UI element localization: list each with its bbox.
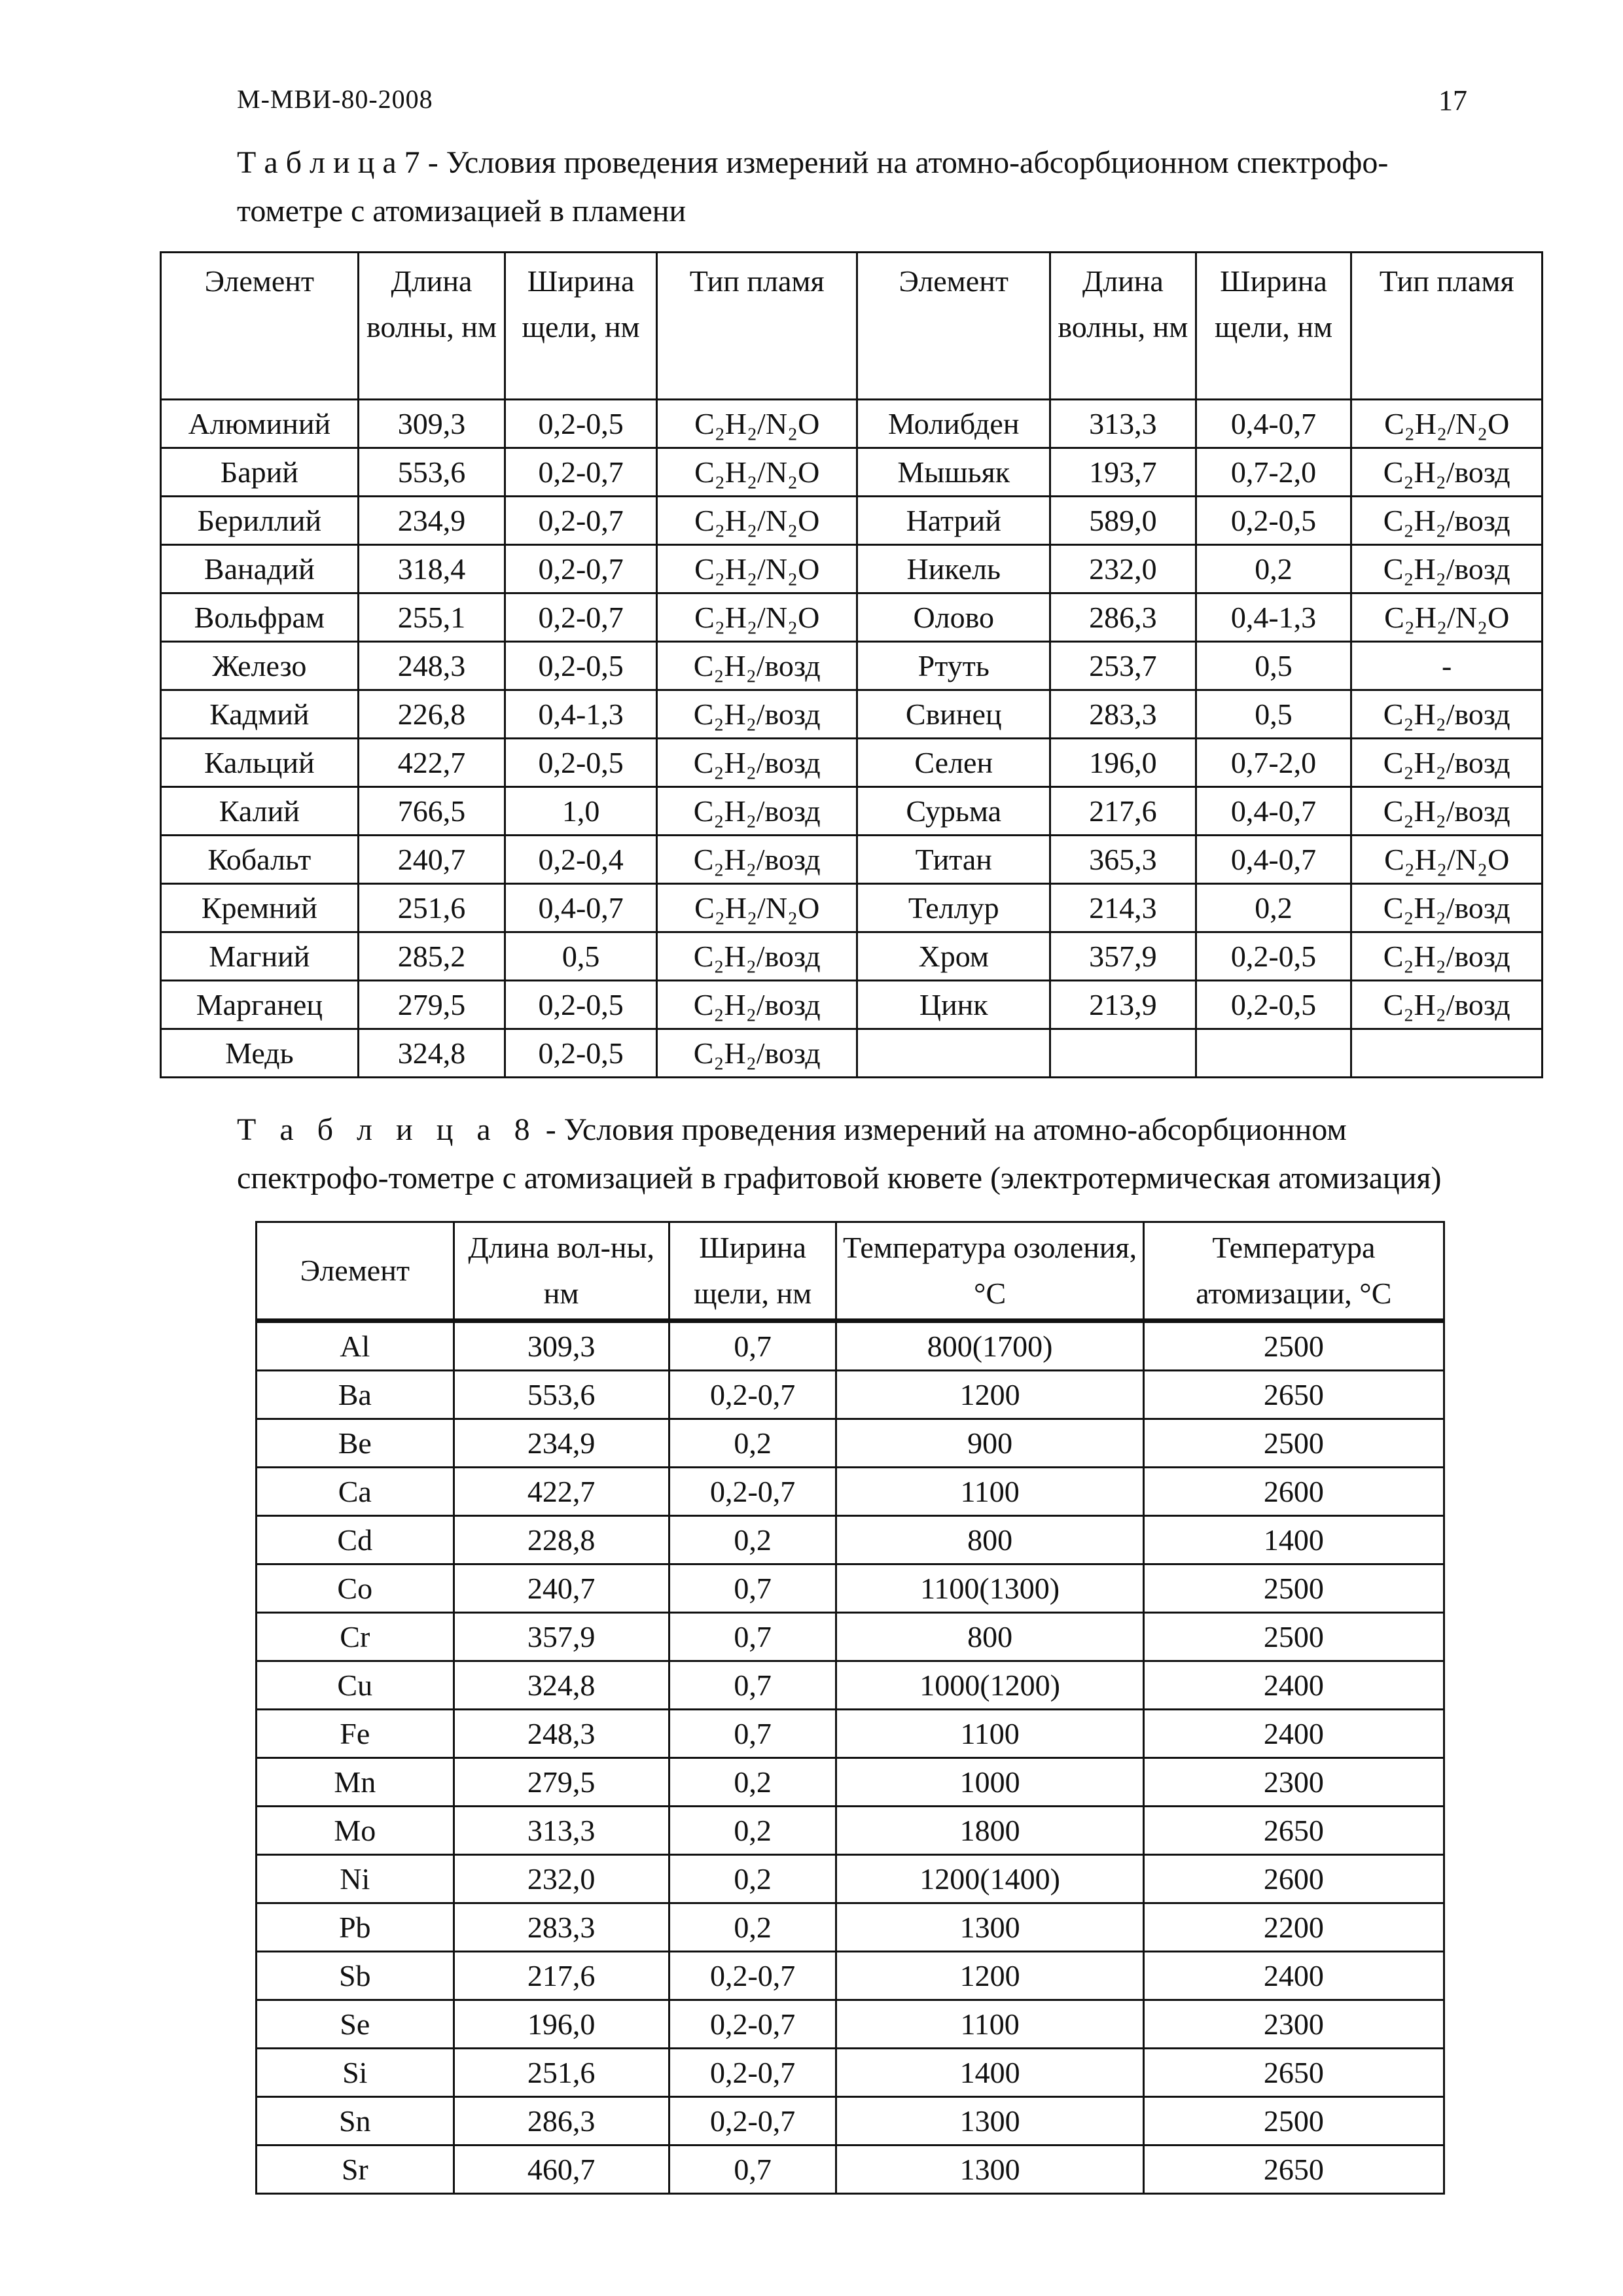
table-cell: 0,5 xyxy=(1196,690,1351,739)
table-cell: 253,7 xyxy=(1050,642,1196,690)
table-cell: 0,7 xyxy=(669,1710,836,1758)
table-cell: Титан xyxy=(857,836,1050,884)
document-code: М-МВИ-80-2008 xyxy=(237,84,433,114)
table-cell: Мышьяк xyxy=(857,448,1050,497)
table-cell: 1200(1400) xyxy=(836,1855,1143,1903)
table-row xyxy=(257,1710,1444,1758)
table-cell: Магний xyxy=(161,932,359,981)
table-cell: C₂H₂/возд xyxy=(656,1029,857,1078)
table-cell: 0,2-0,7 xyxy=(505,448,657,497)
table-cell: 232,0 xyxy=(1050,545,1196,593)
table-cell: Ba xyxy=(257,1371,454,1419)
table-cell: 1000 xyxy=(836,1758,1143,1807)
table-cell: C₂H₂/N₂O xyxy=(1351,836,1543,884)
table-cell: 800 xyxy=(836,1613,1143,1661)
table-row xyxy=(161,545,1543,593)
table-row xyxy=(257,1758,1444,1807)
table7-column-header: Ширина щели, нм xyxy=(505,253,657,400)
table-cell: Марганец xyxy=(161,981,359,1029)
table-cell: 228,8 xyxy=(454,1516,669,1564)
table7-caption-text: - Условия проведения измерений на атомно-абсорбционном спектрофо-тометре с атомизацией в пламени xyxy=(237,145,1389,228)
table7-column-header: Элемент xyxy=(857,253,1050,400)
table-cell: 1100 xyxy=(836,1468,1143,1516)
table-cell: Олово xyxy=(857,593,1050,642)
table-row xyxy=(257,2146,1444,2194)
table-cell: C₂H₂/N₂O xyxy=(656,593,857,642)
table-cell: 0,2-0,5 xyxy=(505,400,657,448)
table-cell: 0,7 xyxy=(669,1661,836,1710)
table-cell: Барий xyxy=(161,448,359,497)
table-cell: 213,9 xyxy=(1050,981,1196,1029)
table-cell: Se xyxy=(257,2000,454,2049)
table8-header-row xyxy=(257,1222,1444,1321)
table-cell: 0,2 xyxy=(669,1807,836,1855)
table-cell xyxy=(1050,1029,1196,1078)
table-cell: Pb xyxy=(257,1903,454,1952)
table-cell: Sn xyxy=(257,2097,454,2146)
table-row xyxy=(161,981,1543,1029)
table-row xyxy=(257,1903,1444,1952)
table-cell: 2300 xyxy=(1143,1758,1444,1807)
table-row xyxy=(257,1613,1444,1661)
table-cell: 2500 xyxy=(1143,1613,1444,1661)
table-cell: 318,4 xyxy=(358,545,505,593)
table-cell: 217,6 xyxy=(454,1952,669,2000)
table-cell: Ртуть xyxy=(857,642,1050,690)
table-cell: 2400 xyxy=(1143,1661,1444,1710)
table-cell: C₂H₂/N₂O xyxy=(656,884,857,932)
table-cell: 553,6 xyxy=(358,448,505,497)
table-cell: 193,7 xyxy=(1050,448,1196,497)
table-row xyxy=(161,448,1543,497)
table-row xyxy=(257,2000,1444,2049)
table-cell: 0,4-0,7 xyxy=(1196,836,1351,884)
table-cell: Al xyxy=(257,1321,454,1371)
table7-caption xyxy=(237,139,1480,236)
table-cell: 0,7 xyxy=(669,2146,836,2194)
table-cell: Кобальт xyxy=(161,836,359,884)
table-cell: C₂H₂/N₂O xyxy=(656,400,857,448)
table-cell: Железо xyxy=(161,642,359,690)
table-cell: 0,2-0,7 xyxy=(505,497,657,545)
table-cell: 1300 xyxy=(836,2097,1143,2146)
table-cell: 1400 xyxy=(836,2049,1143,2097)
table-cell: 2650 xyxy=(1143,2146,1444,2194)
table-cell: Сурьма xyxy=(857,787,1050,836)
table-row xyxy=(161,642,1543,690)
table-cell: Si xyxy=(257,2049,454,2097)
table-cell: 1,0 xyxy=(505,787,657,836)
table-row xyxy=(257,1661,1444,1710)
table-cell: 0,2-0,4 xyxy=(505,836,657,884)
table-cell: 196,0 xyxy=(454,2000,669,2049)
table-cell: 285,2 xyxy=(358,932,505,981)
table8-body xyxy=(257,1321,1444,2194)
table-cell xyxy=(1351,1029,1543,1078)
table-cell: 0,2 xyxy=(669,1903,836,1952)
table-row xyxy=(257,1321,1444,1371)
table-cell: Никель xyxy=(857,545,1050,593)
table-cell: C₂H₂/возд xyxy=(1351,981,1543,1029)
table-cell: 240,7 xyxy=(358,836,505,884)
table-cell: 0,5 xyxy=(1196,642,1351,690)
table-cell: 2600 xyxy=(1143,1855,1444,1903)
table-cell: 2600 xyxy=(1143,1468,1444,1516)
table-cell: 248,3 xyxy=(454,1710,669,1758)
table-row xyxy=(257,2049,1444,2097)
table-row xyxy=(257,1419,1444,1468)
table-cell: C₂H₂/возд xyxy=(1351,545,1543,593)
table-cell: - xyxy=(1351,642,1543,690)
table-cell: C₂H₂/возд xyxy=(656,787,857,836)
table-cell: 234,9 xyxy=(358,497,505,545)
table-cell: 2400 xyxy=(1143,1710,1444,1758)
table8 xyxy=(255,1221,1445,2195)
table-cell: 251,6 xyxy=(454,2049,669,2097)
table-row xyxy=(257,2097,1444,2146)
table-cell: 286,3 xyxy=(454,2097,669,2146)
table-row xyxy=(161,400,1543,448)
table-cell: 0,7 xyxy=(669,1321,836,1371)
table-cell: 232,0 xyxy=(454,1855,669,1903)
table-cell: 217,6 xyxy=(1050,787,1196,836)
table-cell: 2200 xyxy=(1143,1903,1444,1952)
table-cell: Молибден xyxy=(857,400,1050,448)
table7-column-header: Элемент xyxy=(161,253,359,400)
table-cell: 0,2-0,7 xyxy=(505,545,657,593)
table-cell: 0,4-0,7 xyxy=(1196,787,1351,836)
table-cell: Mo xyxy=(257,1807,454,1855)
table-row xyxy=(257,1952,1444,2000)
table8-column-header: Температура озоления, °С xyxy=(836,1222,1143,1321)
table-cell: 2500 xyxy=(1143,1564,1444,1613)
table-cell: 0,4-1,3 xyxy=(505,690,657,739)
table8-label: Т а б л и ц а 8 xyxy=(237,1112,538,1147)
table-cell: Свинец xyxy=(857,690,1050,739)
table8-column-header: Элемент xyxy=(257,1222,454,1321)
table-cell: 1100 xyxy=(836,1710,1143,1758)
table-cell: 365,3 xyxy=(1050,836,1196,884)
table-cell: Co xyxy=(257,1564,454,1613)
table-cell: C₂H₂/возд xyxy=(1351,448,1543,497)
table-cell: C₂H₂/N₂O xyxy=(656,545,857,593)
table-row xyxy=(161,593,1543,642)
table-cell: 196,0 xyxy=(1050,739,1196,787)
table-cell: 422,7 xyxy=(358,739,505,787)
table-cell: 460,7 xyxy=(454,2146,669,2194)
table-cell: 0,2-0,5 xyxy=(505,739,657,787)
table-cell: 251,6 xyxy=(358,884,505,932)
table-cell: 240,7 xyxy=(454,1564,669,1613)
table-cell: Натрий xyxy=(857,497,1050,545)
table-cell: 279,5 xyxy=(454,1758,669,1807)
table-cell: Fe xyxy=(257,1710,454,1758)
table-cell: 422,7 xyxy=(454,1468,669,1516)
table-cell: Sr xyxy=(257,2146,454,2194)
table-cell: 0,2 xyxy=(669,1516,836,1564)
table-row xyxy=(257,1468,1444,1516)
table7-column-header: Тип пламя xyxy=(1351,253,1543,400)
table-cell: Mn xyxy=(257,1758,454,1807)
table-cell: C₂H₂/возд xyxy=(1351,932,1543,981)
table-cell: Теллур xyxy=(857,884,1050,932)
table-row xyxy=(161,739,1543,787)
table-cell: Хром xyxy=(857,932,1050,981)
table-row xyxy=(161,932,1543,981)
table-cell: Алюминий xyxy=(161,400,359,448)
table-cell: 0,2-0,7 xyxy=(669,2049,836,2097)
table7-column-header: Ширина щели, нм xyxy=(1196,253,1351,400)
table7-column-header: Длина волны, нм xyxy=(1050,253,1196,400)
table-cell: 2500 xyxy=(1143,1419,1444,1468)
table8-caption-text: - Условия проведения измерений на атомно-абсорбционном спектрофо-тометре с атомизацией в графитовой кювете (электротермическая атомизация) xyxy=(237,1112,1442,1195)
table-cell: 0,2-0,5 xyxy=(1196,932,1351,981)
table-cell: Be xyxy=(257,1419,454,1468)
table-cell: 1000(1200) xyxy=(836,1661,1143,1710)
table-cell: Ni xyxy=(257,1855,454,1903)
table-cell: 234,9 xyxy=(454,1419,669,1468)
table-row xyxy=(161,690,1543,739)
table-cell: 2500 xyxy=(1143,2097,1444,2146)
table-cell: 2400 xyxy=(1143,1952,1444,2000)
table-cell: 1100 xyxy=(836,2000,1143,2049)
table-cell: 0,2-0,5 xyxy=(1196,981,1351,1029)
table-cell: Селен xyxy=(857,739,1050,787)
table-cell: 0,2-0,7 xyxy=(669,1371,836,1419)
table-cell: Вольфрам xyxy=(161,593,359,642)
table8-column-header: Ширина щели, нм xyxy=(669,1222,836,1321)
table-cell: 0,2 xyxy=(669,1758,836,1807)
table-cell: 0,2-0,7 xyxy=(669,2000,836,2049)
table-row xyxy=(257,1807,1444,1855)
table-cell: 0,4-1,3 xyxy=(1196,593,1351,642)
table-cell: C₂H₂/возд xyxy=(656,642,857,690)
table8-column-header: Температура атомизации, °С xyxy=(1143,1222,1444,1321)
table-cell: C₂H₂/возд xyxy=(656,690,857,739)
table-row xyxy=(257,1516,1444,1564)
table8-caption xyxy=(237,1106,1480,1203)
table-cell: 2650 xyxy=(1143,1371,1444,1419)
table-cell: 0,2-0,5 xyxy=(505,981,657,1029)
table-cell: 309,3 xyxy=(454,1321,669,1371)
table-cell: 2650 xyxy=(1143,1807,1444,1855)
table-cell: 0,2-0,5 xyxy=(1196,497,1351,545)
table-cell: C₂H₂/N₂O xyxy=(1351,400,1543,448)
table-cell: 0,2 xyxy=(1196,545,1351,593)
table-cell: C₂H₂/возд xyxy=(1351,739,1543,787)
table7-label: Т а б л и ц а 7 xyxy=(237,145,420,180)
table7-column-header: Длина волны, нм xyxy=(358,253,505,400)
table-cell: C₂H₂/возд xyxy=(1351,497,1543,545)
table-cell: 283,3 xyxy=(1050,690,1196,739)
table-cell: 0,7-2,0 xyxy=(1196,739,1351,787)
table-cell: 800 xyxy=(836,1516,1143,1564)
table-cell: Ca xyxy=(257,1468,454,1516)
table-cell: 0,7-2,0 xyxy=(1196,448,1351,497)
table-cell: 1200 xyxy=(836,1371,1143,1419)
table-cell: 553,6 xyxy=(454,1371,669,1419)
table-cell: 0,5 xyxy=(505,932,657,981)
table-cell: 2650 xyxy=(1143,2049,1444,2097)
table-cell: 900 xyxy=(836,1419,1143,1468)
table-cell: 324,8 xyxy=(454,1661,669,1710)
table-cell: Cr xyxy=(257,1613,454,1661)
table-cell: 0,4-0,7 xyxy=(505,884,657,932)
table-cell: 766,5 xyxy=(358,787,505,836)
table-cell: Ванадий xyxy=(161,545,359,593)
table-cell: 589,0 xyxy=(1050,497,1196,545)
table-cell: 313,3 xyxy=(454,1807,669,1855)
table-cell: 2300 xyxy=(1143,2000,1444,2049)
table-cell: 0,2-0,5 xyxy=(505,1029,657,1078)
table-cell: 226,8 xyxy=(358,690,505,739)
table-cell: 0,2-0,7 xyxy=(669,2097,836,2146)
table-cell: 0,7 xyxy=(669,1613,836,1661)
table-cell: Sb xyxy=(257,1952,454,2000)
table-cell: Cd xyxy=(257,1516,454,1564)
table-cell: 1200 xyxy=(836,1952,1143,2000)
table-cell: 309,3 xyxy=(358,400,505,448)
table-cell: C₂H₂/N₂O xyxy=(656,448,857,497)
table-cell: Калий xyxy=(161,787,359,836)
table-cell: 255,1 xyxy=(358,593,505,642)
table-row xyxy=(257,1371,1444,1419)
table-cell: C₂H₂/возд xyxy=(656,932,857,981)
table8-column-header: Длина вол-ны, нм xyxy=(454,1222,669,1321)
table-cell: C₂H₂/N₂O xyxy=(656,497,857,545)
table-cell: 248,3 xyxy=(358,642,505,690)
table-row xyxy=(161,884,1543,932)
table-cell: 1800 xyxy=(836,1807,1143,1855)
table-cell: 286,3 xyxy=(1050,593,1196,642)
table-row xyxy=(161,1029,1543,1078)
table-cell: Бериллий xyxy=(161,497,359,545)
table-cell: 313,3 xyxy=(1050,400,1196,448)
table-cell: C₂H₂/возд xyxy=(1351,690,1543,739)
table-cell: 324,8 xyxy=(358,1029,505,1078)
table-cell: 1300 xyxy=(836,1903,1143,1952)
table-cell: C₂H₂/возд xyxy=(656,981,857,1029)
table-cell: Цинк xyxy=(857,981,1050,1029)
table-cell: Кремний xyxy=(161,884,359,932)
table-cell: 1300 xyxy=(836,2146,1143,2194)
table-row xyxy=(161,497,1543,545)
table-cell: 283,3 xyxy=(454,1903,669,1952)
table7-body xyxy=(161,400,1543,1078)
table-cell: 1100(1300) xyxy=(836,1564,1143,1613)
table-row xyxy=(257,1564,1444,1613)
table-cell: Кадмий xyxy=(161,690,359,739)
table-cell: Медь xyxy=(161,1029,359,1078)
table-cell: Кальций xyxy=(161,739,359,787)
table-row xyxy=(161,787,1543,836)
table-cell xyxy=(857,1029,1050,1078)
table-cell: C₂H₂/возд xyxy=(656,739,857,787)
page-number: 17 xyxy=(1438,84,1467,116)
table7-header-row xyxy=(161,253,1543,400)
table-cell: 0,2-0,7 xyxy=(505,593,657,642)
table-cell: 800(1700) xyxy=(836,1321,1143,1371)
table-cell: 0,7 xyxy=(669,1564,836,1613)
table-cell: 279,5 xyxy=(358,981,505,1029)
table-cell: C₂H₂/возд xyxy=(1351,884,1543,932)
table7 xyxy=(160,251,1543,1078)
table-cell: 0,2 xyxy=(669,1419,836,1468)
table-row xyxy=(161,836,1543,884)
table-cell: 0,2 xyxy=(1196,884,1351,932)
table-cell: 2500 xyxy=(1143,1321,1444,1371)
table-cell: Cu xyxy=(257,1661,454,1710)
table-cell: C₂H₂/возд xyxy=(656,836,857,884)
table-cell: 357,9 xyxy=(1050,932,1196,981)
table-cell: C₂H₂/N₂O xyxy=(1351,593,1543,642)
table-cell: 1400 xyxy=(1143,1516,1444,1564)
table-cell xyxy=(1196,1029,1351,1078)
table-cell: C₂H₂/возд xyxy=(1351,787,1543,836)
table-cell: 0,2-0,7 xyxy=(669,1468,836,1516)
table-cell: 0,2-0,5 xyxy=(505,642,657,690)
table-cell: 0,4-0,7 xyxy=(1196,400,1351,448)
table-cell: 214,3 xyxy=(1050,884,1196,932)
table-cell: 0,2-0,7 xyxy=(669,1952,836,2000)
table-row xyxy=(257,1855,1444,1903)
table-cell: 0,2 xyxy=(669,1855,836,1903)
table-cell: 357,9 xyxy=(454,1613,669,1661)
table7-column-header: Тип пламя xyxy=(656,253,857,400)
